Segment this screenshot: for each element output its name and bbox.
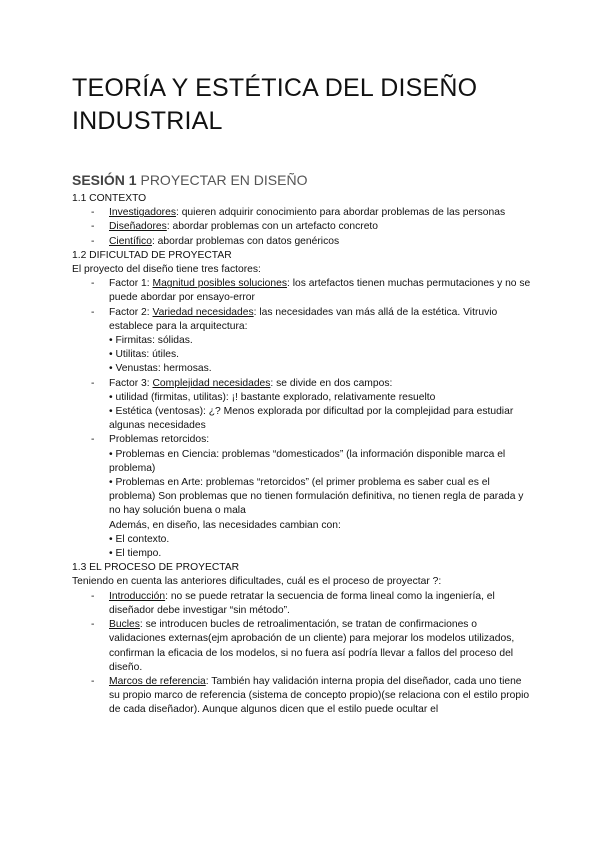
section-heading-1-2: 1.2 DIFICULTAD DE PROYECTAR <box>72 249 232 261</box>
list-item-text: : se divide en dos campos: <box>270 377 393 389</box>
list-item-term: Investigadores <box>109 207 176 219</box>
list-item-text: : no se puede retratar la secuencia de forma lineal como la ingeniería, el diseñador debe investigar “sin método”. <box>109 590 495 616</box>
list-item: - Marcos de referencia: También hay validación interna propia del diseñador, cada uno tiene su propio marco de referencia (sistema de concepto propio)(se relaciona con el estilo propio de cada diseñador). Aunque algunos dicen que el estilo puede ocultar el <box>91 675 530 716</box>
document-body <box>72 192 532 718</box>
list-item-term: Científico <box>109 235 152 247</box>
list-item-text: : abordar problemas con un artefacto concreto <box>166 221 379 233</box>
list-item: - Científico: abordar problemas con datos genéricos <box>91 235 340 247</box>
list-item: - Factor 3: Complejidad necesidades: se divide en dos campos: <box>91 377 393 389</box>
list-item-term: Complejidad necesidades <box>152 377 271 389</box>
list-item: - Introducción: no se puede retratar la secuencia de forma lineal como la ingeniería, el diseñador debe investigar “sin método”. <box>91 590 495 616</box>
list-item-text: : abordar problemas con datos genéricos <box>151 235 340 247</box>
list-item: - Factor 1: Magnitud posibles soluciones: los artefactos tienen muchas permutaciones y no se puede abordar por ensayo-error <box>91 278 531 304</box>
section-intro: El proyecto del diseño tiene tres factores: <box>72 264 261 276</box>
sub-item: • Estética (ventosas): ¿? Menos explorada por dificultad por la complejidad para estudiar algunas necesidades <box>109 406 514 432</box>
list-item-term: Variedad necesidades <box>152 306 254 318</box>
list-item-text: : quieren adquirir conocimiento para abordar problemas de las personas <box>175 207 506 219</box>
document-title: TEORÍA Y ESTÉTICA DEL DISEÑO INDUSTRIAL <box>72 74 478 135</box>
list-item-term: Marcos de referencia <box>109 675 206 687</box>
list-item-term: Bucles <box>109 619 140 631</box>
sub-item: • El tiempo. <box>109 548 162 560</box>
list-item-text: : También hay validación interna propia del diseñador, cada uno tiene su propio marco de referencia (sistema de concepto propio)(se relaciona con el estilo propio de cada diseñador). Aunque algunos dicen que el estilo puede ocultar el <box>109 675 530 716</box>
list-item-term: Introducción <box>109 590 166 602</box>
sub-item: • utilidad (firmitas, utilitas): ¡! bastante explorado, relativamente resuelto <box>109 391 436 403</box>
factor-prefix: Factor 1: <box>109 278 153 290</box>
sub-item: Además, en diseño, las necesidades cambian con: <box>109 519 341 531</box>
sub-item: • Firmitas: sólidas. <box>109 335 193 347</box>
section-intro: Teniendo en cuenta las anteriores dificultades, cuál es el proceso de proyectar ?: <box>72 576 442 588</box>
section-heading-1-3: 1.3 EL PROCESO DE PROYECTAR <box>72 562 240 574</box>
list-item: - Bucles: se introducen bucles de retroalimentación, se tratan de confirmaciones o validaciones externas(ejm aprobación de un cliente) para mejorar los modelos utilizados, confirman la eficacia de los modelos, si no fuera así podría llevar a fallos del proceso del diseño. <box>91 619 515 673</box>
sub-item: • Venustas: hermosas. <box>109 363 212 375</box>
sub-item: • Problemas en Arte: problemas “retorcidos” (el primer problema es saber cual es el problema) Son problemas que no tienen formulación definitiva, no tienen regla de parada y no hay solución buena o mala <box>109 477 524 517</box>
session-label: SESIÓN 1 <box>72 172 137 188</box>
session-name: PROYECTAR EN DISEÑO <box>140 172 308 188</box>
list-item-text: : los artefactos tienen muchas permutaciones y no se puede abordar por ensayo-error <box>109 278 531 304</box>
sub-item: • Problemas en Ciencia: problemas “domesticados” (la información disponible marca el problema) <box>109 448 506 474</box>
list-item: - Factor 2: Variedad necesidades: las necesidades van más allá de la estética. Vitruvio establece para la arquitectura: <box>91 306 498 332</box>
session-heading <box>72 171 532 189</box>
list-item: - Investigadores: quieren adquirir conocimiento para abordar problemas de las personas <box>91 207 506 219</box>
sub-item: • Utilitas: útiles. <box>109 349 179 361</box>
list-item-text: : se introducen bucles de retroalimentación, se tratan de confirmaciones o validaciones externas(ejm aprobación de un cliente) para mejorar los modelos utilizados, confirman la eficacia de los modelos, si no fuera así podría llevar a fallos del proceso del diseño. <box>109 619 515 673</box>
list-item-term: Magnitud posibles soluciones <box>152 278 288 290</box>
list-item-term: Diseñadores <box>109 221 167 233</box>
list-item-text: : las necesidades van más allá de la estética. Vitruvio establece para la arquitectura: <box>109 306 498 332</box>
factor-prefix: Factor 2: <box>109 306 153 318</box>
list-item: - Problemas retorcidos: <box>91 434 210 446</box>
factor-prefix: Factor 3: <box>109 377 153 389</box>
sub-item: • El contexto. <box>109 533 170 545</box>
section-heading-1-1: 1.1 CONTEXTO <box>72 193 147 204</box>
list-item-text: Problemas retorcidos: <box>109 434 210 446</box>
document-page <box>72 72 532 718</box>
list-item: - Diseñadores: abordar problemas con un artefacto concreto <box>91 221 379 233</box>
